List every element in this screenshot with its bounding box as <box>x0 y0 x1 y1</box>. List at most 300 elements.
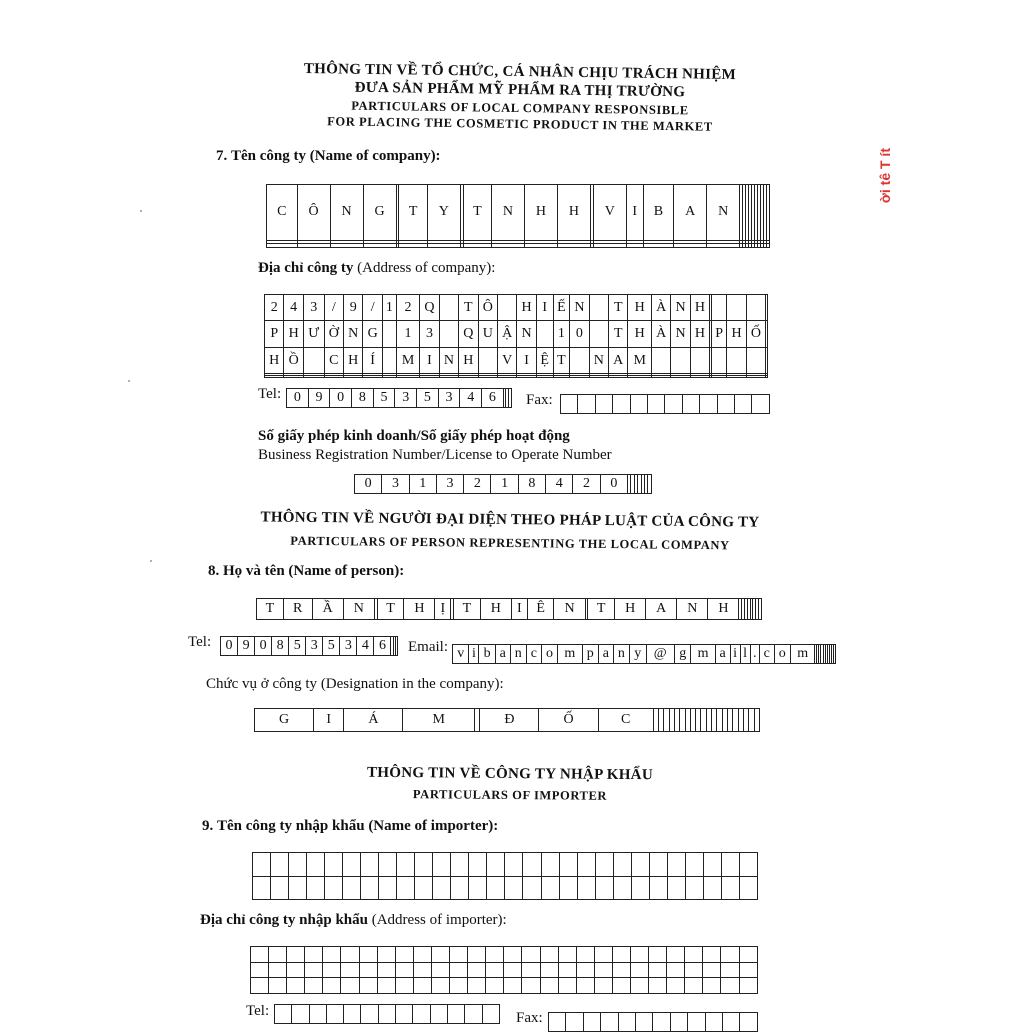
grid-cell <box>594 962 612 978</box>
designation-label <box>206 676 504 693</box>
importer-label-num: 9. <box>202 818 214 834</box>
grid-cell <box>378 1005 395 1024</box>
importer-fax-field[interactable] <box>548 1012 758 1032</box>
grid-cell <box>630 947 648 963</box>
grid-cell: G <box>255 709 314 732</box>
grid-cell: 3 <box>340 637 357 656</box>
grid-cell: N <box>570 295 589 321</box>
scan-speck <box>128 380 130 382</box>
grid-cell: 3 <box>306 637 323 656</box>
company-label-vi: Tên công ty <box>231 148 306 164</box>
grid-cell <box>649 962 667 978</box>
grid-cell <box>361 876 379 900</box>
grid-cell <box>609 376 628 378</box>
grid-cell <box>269 978 287 994</box>
grid-cell: m <box>558 645 582 664</box>
grid-cell <box>649 853 667 877</box>
grid-cell: Ậ <box>497 321 516 347</box>
grid-cell: Q <box>459 321 478 347</box>
grid-cell: 2 <box>396 295 419 321</box>
grid-cell: H <box>459 347 478 373</box>
grid-cell <box>739 853 757 877</box>
grid-cell: T <box>377 599 404 620</box>
grid-cell <box>631 876 649 900</box>
grid-cell <box>487 876 505 900</box>
grid-cell <box>287 962 305 978</box>
designation-label-en: (Designation in the company): <box>320 676 504 692</box>
grid-cell <box>497 376 516 378</box>
grid-cell <box>721 876 739 900</box>
grid-cell <box>289 876 307 900</box>
person-email-label: Email: <box>408 639 448 655</box>
grid-cell <box>382 376 396 378</box>
grid-cell <box>451 853 469 877</box>
grid-cell <box>271 876 289 900</box>
grid-cell: 4 <box>284 295 303 321</box>
grid-cell: H <box>265 347 284 373</box>
grid-cell <box>341 962 359 978</box>
grid-cell <box>685 853 703 877</box>
grid-cell <box>413 962 431 978</box>
grid-cell: / <box>363 295 382 321</box>
grid-cell <box>739 962 757 978</box>
person-tel-field[interactable] <box>220 636 398 656</box>
grid-cell <box>363 376 382 378</box>
importer-fax-label: Fax: <box>516 1010 543 1026</box>
importer-title-en: PARTICULARS OF IMPORTER <box>412 787 608 803</box>
grid-cell <box>289 853 307 877</box>
grid-cell <box>570 376 589 378</box>
grid-cell: N <box>344 321 363 347</box>
grid-cell <box>685 962 703 978</box>
grid-cell: 4 <box>460 389 482 408</box>
grid-cell <box>269 962 287 978</box>
grid-cell <box>557 244 590 248</box>
grid-cell: G <box>363 185 396 241</box>
grid-cell <box>667 962 685 978</box>
grid-cell <box>297 244 330 248</box>
grid-cell <box>703 876 721 900</box>
grid-cell: V <box>593 185 626 241</box>
grid-cell <box>589 321 608 347</box>
grid-cell <box>746 347 765 373</box>
grid-cell: N <box>439 347 458 373</box>
grid-cell <box>469 853 487 877</box>
grid-cell: A <box>609 347 628 373</box>
grid-cell <box>396 376 419 378</box>
grid-cell: 5 <box>417 389 439 408</box>
red-stamp-fragment: ời tê T ít <box>877 148 893 204</box>
grid-cell: 2 <box>573 475 600 494</box>
grid-cell <box>303 347 324 373</box>
grid-cell: v <box>453 645 469 664</box>
grid-cell: N <box>492 185 525 241</box>
grid-cell <box>536 376 553 378</box>
grid-cell <box>330 244 363 248</box>
importer-name-label <box>202 818 498 835</box>
grid-cell <box>413 947 431 963</box>
grid-cell <box>382 347 396 373</box>
grid-cell: 8 <box>518 475 545 494</box>
grid-cell: T <box>609 321 628 347</box>
grid-cell: @ <box>646 645 675 664</box>
grid-cell <box>721 962 739 978</box>
grid-cell <box>431 962 449 978</box>
grid-cell <box>420 376 439 378</box>
person-label-vi: Họ và tên <box>223 563 285 579</box>
grid-cell <box>451 876 469 900</box>
grid-cell <box>739 876 757 900</box>
grid-cell <box>549 1013 566 1032</box>
grid-cell <box>344 1005 361 1024</box>
grid-cell <box>690 347 709 373</box>
grid-cell: i <box>730 645 740 664</box>
grid-cell <box>721 947 739 963</box>
grid-cell: 8 <box>352 389 374 408</box>
grid-cell <box>721 853 739 877</box>
grid-cell <box>758 599 761 620</box>
grid-cell <box>671 376 690 378</box>
grid-cell: Ô <box>478 295 497 321</box>
grid-cell <box>522 978 540 994</box>
grid-cell: C <box>267 185 298 241</box>
grid-cell <box>468 962 486 978</box>
grid-cell <box>593 244 626 248</box>
grid-cell: N <box>671 295 690 321</box>
grid-cell <box>766 244 769 248</box>
grid-cell <box>570 347 589 373</box>
grid-cell <box>509 389 512 408</box>
grid-cell: T <box>588 599 615 620</box>
grid-cell: y <box>630 645 646 664</box>
grid-cell <box>589 376 608 378</box>
grid-cell: B <box>643 185 674 241</box>
grid-cell <box>271 853 289 877</box>
grid-cell <box>504 978 522 994</box>
grid-cell: H <box>284 321 303 347</box>
grid-cell <box>595 876 613 900</box>
grid-cell: I <box>517 347 536 373</box>
grid-cell <box>430 1005 447 1024</box>
importer-title-vi: THÔNG TIN VỀ CÔNG TY NHẬP KHẨU <box>366 764 654 784</box>
grid-cell <box>486 947 504 963</box>
grid-cell <box>307 853 325 877</box>
grid-cell: A <box>674 185 707 241</box>
grid-cell: Ị <box>435 599 451 620</box>
importer-address-label <box>200 912 507 929</box>
person-label-num: 8. <box>208 563 220 579</box>
grid-cell <box>740 1013 758 1032</box>
grid-cell <box>670 1013 687 1032</box>
grid-cell <box>396 1005 413 1024</box>
grid-cell <box>517 376 536 378</box>
grid-cell <box>653 1013 670 1032</box>
grid-cell: H <box>628 295 651 321</box>
grid-cell: a <box>495 645 510 664</box>
grid-cell: H <box>727 321 746 347</box>
grid-cell <box>612 962 630 978</box>
grid-cell: Ầ <box>312 599 343 620</box>
grid-cell <box>589 295 608 321</box>
grid-cell: 9 <box>238 637 255 656</box>
grid-cell <box>766 376 768 378</box>
grid-cell: Ố <box>539 709 598 732</box>
person-tel-label: Tel: <box>188 634 212 650</box>
grid-cell <box>459 376 478 378</box>
grid-cell: 1 <box>382 295 396 321</box>
grid-cell: Ồ <box>284 347 303 373</box>
license-label-en: Business Registration Number/License to Operate Number <box>258 447 612 463</box>
grid-cell <box>359 978 377 994</box>
grid-cell: N <box>589 347 608 373</box>
grid-cell <box>505 853 523 877</box>
grid-cell <box>703 978 721 994</box>
grid-cell: N <box>517 321 536 347</box>
importer-name-field[interactable] <box>252 852 758 900</box>
grid-cell <box>251 978 269 994</box>
grid-cell: 0 <box>570 321 589 347</box>
grid-cell <box>766 185 769 241</box>
grid-cell <box>363 244 396 248</box>
grid-cell: N <box>554 599 585 620</box>
grid-cell <box>287 947 305 963</box>
company-address-field[interactable] <box>264 294 768 378</box>
grid-cell <box>727 376 746 378</box>
grid-cell: 0 <box>355 475 382 494</box>
grid-cell <box>447 1005 464 1024</box>
grid-cell: C <box>324 347 343 373</box>
grid-cell: U <box>478 321 497 347</box>
grid-cell <box>540 978 558 994</box>
grid-cell <box>413 978 431 994</box>
grid-cell <box>766 321 768 347</box>
grid-cell: G <box>363 321 382 347</box>
grid-cell <box>309 1005 326 1024</box>
grid-cell <box>450 947 468 963</box>
grid-cell <box>359 962 377 978</box>
scan-speck <box>150 560 152 562</box>
grid-cell <box>540 947 558 963</box>
grid-cell <box>505 876 523 900</box>
grid-cell: C <box>598 709 653 732</box>
grid-cell <box>739 978 757 994</box>
grid-cell: p <box>582 645 598 664</box>
grid-cell <box>578 395 595 414</box>
grid-cell <box>275 1005 292 1024</box>
grid-cell <box>595 853 613 877</box>
grid-cell: H <box>708 599 739 620</box>
grid-cell: 5 <box>323 637 340 656</box>
grid-cell <box>649 876 667 900</box>
grid-cell <box>439 295 458 321</box>
grid-cell: 3 <box>382 475 409 494</box>
grid-cell: 3 <box>420 321 439 347</box>
grid-cell: Ệ <box>536 347 553 373</box>
grid-cell: o <box>541 645 557 664</box>
grid-cell <box>379 853 397 877</box>
grid-cell <box>341 978 359 994</box>
grid-cell <box>667 876 685 900</box>
grid-cell: N <box>343 599 374 620</box>
grid-cell: M <box>396 347 419 373</box>
grid-cell: m <box>691 645 715 664</box>
grid-cell <box>287 978 305 994</box>
importer-address-label-en: (Address of importer): <box>371 912 507 928</box>
grid-cell <box>486 978 504 994</box>
grid-cell: 1 <box>409 475 436 494</box>
grid-cell <box>382 321 396 347</box>
grid-cell: m <box>790 645 814 664</box>
grid-cell <box>717 395 734 414</box>
grid-cell <box>577 853 595 877</box>
scan-speck <box>140 210 142 212</box>
person-name-field[interactable] <box>256 598 762 620</box>
grid-cell: 6 <box>374 637 391 656</box>
importer-address-field[interactable] <box>250 946 758 994</box>
grid-cell: I <box>536 295 553 321</box>
grid-cell <box>665 395 682 414</box>
grid-cell <box>344 376 363 378</box>
grid-cell <box>522 947 540 963</box>
grid-cell <box>359 947 377 963</box>
grid-cell: T <box>454 599 481 620</box>
grid-cell: a <box>598 645 613 664</box>
grid-cell: a <box>715 645 730 664</box>
company-tel-label: Tel: <box>258 386 282 402</box>
grid-cell <box>343 853 361 877</box>
grid-cell <box>613 395 630 414</box>
grid-cell <box>613 853 631 877</box>
company-fax-field[interactable] <box>560 394 770 414</box>
grid-cell <box>251 947 269 963</box>
grid-cell: 8 <box>272 637 289 656</box>
grid-cell: N <box>671 321 690 347</box>
grid-cell <box>558 947 576 963</box>
importer-address-label-vi: Địa chỉ công ty nhập khẩu <box>200 912 368 928</box>
grid-cell: g <box>675 645 691 664</box>
address-label-en: (Address of company): <box>357 260 496 276</box>
grid-cell <box>700 395 717 414</box>
company-fax-label: Fax: <box>526 392 553 408</box>
grid-cell <box>711 295 726 321</box>
grid-cell <box>361 1005 378 1024</box>
grid-cell: 2 <box>265 295 284 321</box>
grid-cell <box>628 376 651 378</box>
grid-cell: T <box>399 185 427 241</box>
grid-cell: N <box>330 185 363 241</box>
grid-cell: H <box>690 321 709 347</box>
grid-cell <box>522 962 540 978</box>
grid-cell <box>612 978 630 994</box>
grid-cell <box>626 244 643 248</box>
grid-cell <box>492 244 525 248</box>
grid-cell <box>377 947 395 963</box>
grid-cell: H <box>628 321 651 347</box>
grid-cell <box>397 853 415 877</box>
importer-tel-field[interactable] <box>274 1004 500 1024</box>
grid-cell: 1 <box>491 475 518 494</box>
grid-cell: T <box>257 599 284 620</box>
grid-cell <box>595 395 612 414</box>
grid-cell: b <box>479 645 495 664</box>
grid-cell <box>630 962 648 978</box>
grid-cell: 5 <box>289 637 306 656</box>
grid-cell: Ê <box>527 599 554 620</box>
grid-cell: 1 <box>553 321 570 347</box>
grid-cell <box>671 347 690 373</box>
license-number-field[interactable] <box>354 474 652 494</box>
grid-cell: À <box>651 321 670 347</box>
grid-cell <box>377 962 395 978</box>
grid-cell <box>343 876 361 900</box>
grid-cell <box>703 962 721 978</box>
grid-cell <box>523 876 541 900</box>
grid-cell <box>630 395 647 414</box>
grid-cell <box>651 376 670 378</box>
grid-cell: 9 <box>308 389 330 408</box>
grid-cell: H <box>344 347 363 373</box>
grid-cell <box>558 962 576 978</box>
grid-cell <box>431 947 449 963</box>
person-email-field[interactable] <box>452 644 836 664</box>
grid-cell <box>395 947 413 963</box>
grid-cell: H <box>690 295 709 321</box>
grid-cell: 3 <box>395 389 417 408</box>
grid-cell: P <box>265 321 284 347</box>
grid-cell <box>707 244 740 248</box>
grid-cell: P <box>711 321 726 347</box>
grid-cell <box>305 962 323 978</box>
grid-cell: M <box>403 709 475 732</box>
grid-cell <box>649 947 667 963</box>
grid-cell: V <box>497 347 516 373</box>
company-label-num: 7. <box>216 148 228 164</box>
grid-cell <box>251 962 269 978</box>
designation-label-vi: Chức vụ ở công ty <box>206 676 318 692</box>
grid-cell <box>723 1013 740 1032</box>
grid-cell <box>305 947 323 963</box>
grid-cell: 0 <box>287 389 309 408</box>
grid-cell <box>558 978 576 994</box>
grid-cell <box>463 244 491 248</box>
grid-cell <box>727 295 746 321</box>
grid-cell <box>482 1005 499 1024</box>
grid-cell: 0 <box>221 637 238 656</box>
grid-cell: M <box>628 347 651 373</box>
company-tel-field[interactable] <box>286 388 512 408</box>
grid-cell: 1 <box>396 321 419 347</box>
company-name-field[interactable] <box>266 184 770 248</box>
grid-cell: À <box>651 295 670 321</box>
address-label-vi: Địa chỉ công ty <box>258 260 354 276</box>
grid-cell <box>468 978 486 994</box>
grid-cell: 9 <box>344 295 363 321</box>
grid-cell <box>561 395 578 414</box>
grid-cell: H <box>557 185 590 241</box>
grid-cell <box>648 395 665 414</box>
grid-cell: 0 <box>255 637 272 656</box>
grid-cell <box>465 1005 482 1024</box>
grid-cell <box>325 876 343 900</box>
grid-cell <box>450 962 468 978</box>
grid-cell <box>766 347 768 373</box>
designation-field[interactable] <box>254 708 760 732</box>
grid-cell: 0 <box>600 475 627 494</box>
representative-title-vi: THÔNG TIN VỀ NGƯỜI ĐẠI DIỆN THEO PHÁP LUẬT CỦA CÔNG TY <box>260 509 760 531</box>
grid-cell <box>504 947 522 963</box>
grid-cell <box>594 947 612 963</box>
grid-cell <box>253 853 271 877</box>
